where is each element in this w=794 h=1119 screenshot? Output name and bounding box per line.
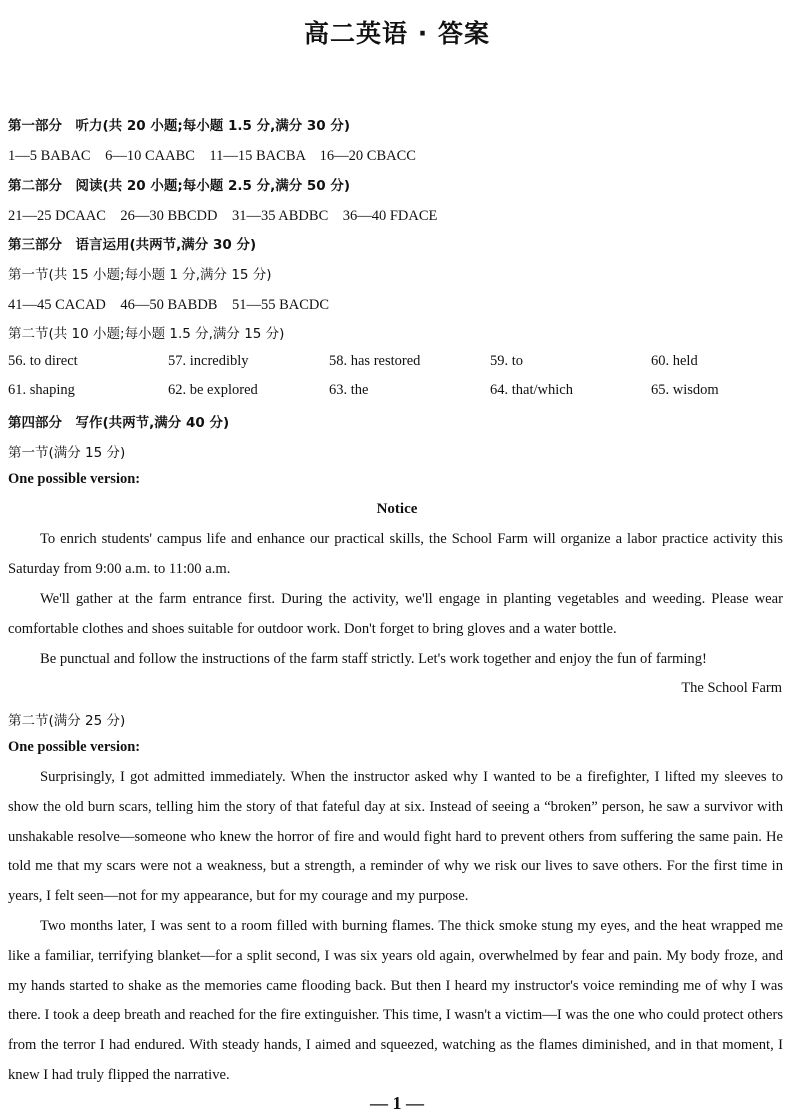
story-paragraph: Two months later, I was sent to a room filled with burning flames. The thick smoke stung my eyes, and the heat wrapped me like a familiar, terrifying blanket—for a split second, I was six years old again, overwhelmed by fear and pain. My body froze, and my hands started to shake as the memories came flooding back. But then I heard my instructor's voice reminding me of why I was there. I took a deep breath and reached for the fire extinguisher. This time, I wasn't a victim—I was the one who could protect others from the terror I had endured. With steady hands, I aimed and squeezed, watching as the flames diminished, and in that moment, I knew I had truly flipped the narrative. — [8, 918, 783, 1083]
part3-section2-heading: 第二节(共 10 小题;每小题 1.5 分,满分 15 分) — [8, 326, 285, 342]
page-title: 高二英语 · 答案 — [304, 19, 490, 48]
fill-answer: 65. wisdom — [651, 382, 719, 398]
part3-section1-heading: 第一节(共 15 小题;每小题 1 分,满分 15 分) — [8, 267, 272, 283]
part4-heading: 第四部分 写作(共两节,满分 40 分) — [8, 415, 230, 431]
part4-section2-heading: 第二节(满分 25 分) — [8, 713, 126, 729]
part2-heading: 第二部分 阅读(共 20 小题;每小题 2.5 分,满分 50 分) — [8, 178, 351, 194]
fill-answer: 61. shaping — [8, 382, 75, 398]
fill-answer: 56. to direct — [8, 353, 78, 369]
part4-section1-heading: 第一节(满分 15 分) — [8, 445, 126, 461]
fill-answer: 63. the — [329, 382, 369, 398]
notice-paragraph: Be punctual and follow the instructions of the farm staff strictly. Let's work together and enjoy the fun of farming! — [40, 651, 707, 667]
part2-answers: 21—25 DCAAC 26—30 BBCDD 31—35 ABDBC 36—40 FDACE — [8, 208, 438, 224]
notice-paragraph: We'll gather at the farm entrance first. During the activity, we'll engage in planting vegetables and weeding. Please wear comfortable clothes and shoes suitable for outdoor work. Don't forget to bring gloves and a water bottle. — [8, 591, 783, 637]
page-number: — 1 — — [370, 1093, 424, 1113]
notice-title: Notice — [376, 501, 418, 517]
fill-answer: 59. to — [490, 353, 524, 369]
part1-answers: 1—5 BABAC 6—10 CAABC 11—15 BACBA 16—20 CBACC — [8, 148, 416, 164]
part3-heading: 第三部分 语言运用(共两节,满分 30 分) — [8, 237, 257, 253]
part3-section1-answers: 41—45 CACAD 46—50 BABDB 51—55 BACDC — [8, 297, 330, 313]
fill-answer: 62. be explored — [168, 382, 258, 398]
version-label-2: One possible version: — [8, 739, 141, 755]
fill-answer: 58. has restored — [329, 353, 421, 369]
fill-answer: 64. that/which — [490, 382, 573, 398]
fill-answer: 60. held — [651, 353, 698, 369]
story-paragraph: Surprisingly, I got admitted immediately. When the instructor asked why I wanted to be a firefighter, I lifted my sleeves to show the old burn scars, telling him the story of that fateful day at six. Instead of seeing a “broken” person, he saw a survivor with unshakable resolve—someone who knew the horror of fire and would fight hard to prevent others from suffering the same pain. He told me that my scars were not a weakness, but a strength, a reminder of why we risk our lives to save others. For the first time in years, I felt seen—not for my appearance, but for my courage and my purpose. — [8, 769, 783, 905]
part1-heading: 第一部分 听力(共 20 小题;每小题 1.5 分,满分 30 分) — [8, 118, 351, 134]
fill-answer: 57. incredibly — [168, 353, 249, 369]
notice-signature: The School Farm — [681, 680, 782, 696]
version-label-1: One possible version: — [8, 471, 141, 487]
notice-paragraph: To enrich students' campus life and enhance our practical skills, the School Farm will organize a labor practice activity this Saturday from 9:00 a.m. to 11:00 a.m. — [8, 531, 783, 577]
